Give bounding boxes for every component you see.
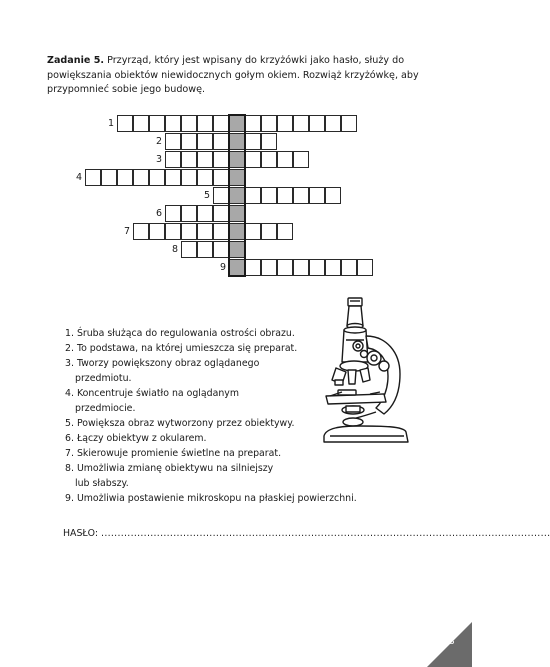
crossword-cell[interactable] — [277, 151, 293, 168]
crossword-cell[interactable] — [165, 151, 181, 168]
crossword-cell[interactable] — [309, 115, 325, 132]
crossword-cell[interactable] — [277, 187, 293, 204]
crossword-cell[interactable] — [325, 115, 341, 132]
crossword-cell[interactable] — [261, 133, 277, 150]
clue-item: 2. To podstawa, na której umieszcza się preparat. — [65, 343, 298, 354]
crossword-cell[interactable] — [293, 259, 309, 276]
crossword-cell[interactable] — [213, 241, 229, 258]
key-cell[interactable] — [229, 241, 245, 258]
crossword-cell[interactable] — [85, 169, 101, 186]
crossword-cell[interactable] — [277, 115, 293, 132]
crossword-cell[interactable] — [213, 223, 229, 240]
clue-item: 3. Tworzy powiększony obraz oglądanego przedmiotu. — [65, 358, 260, 384]
crossword-cell[interactable] — [213, 187, 229, 204]
row-number: 6 — [155, 208, 162, 219]
row-number: 2 — [155, 136, 162, 147]
crossword-cell[interactable] — [181, 205, 197, 222]
crossword-cell[interactable] — [213, 151, 229, 168]
crossword-cell[interactable] — [245, 223, 261, 240]
row-number: 7 — [123, 226, 130, 237]
crossword-cell[interactable] — [293, 115, 309, 132]
crossword-cell[interactable] — [245, 115, 261, 132]
row-number: 1 — [107, 118, 114, 129]
crossword-cell[interactable] — [293, 151, 309, 168]
crossword-cell[interactable] — [245, 259, 261, 276]
crossword-cell[interactable] — [165, 223, 181, 240]
crossword-cell[interactable] — [261, 223, 277, 240]
microscope-icon — [320, 296, 416, 448]
crossword-cell[interactable] — [181, 241, 197, 258]
crossword-cell[interactable] — [197, 133, 213, 150]
crossword-cell[interactable] — [197, 241, 213, 258]
row-number: 4 — [75, 172, 82, 183]
answer-dots: ......................................................................................................................................... — [101, 528, 550, 539]
crossword-cell[interactable] — [325, 187, 341, 204]
crossword-cell[interactable] — [181, 151, 197, 168]
crossword-cell[interactable] — [133, 169, 149, 186]
clue-item: 1. Śruba służąca do regulowania ostrości obrazu. — [65, 328, 295, 339]
key-cell[interactable] — [229, 169, 245, 186]
row-number: 8 — [171, 244, 178, 255]
clue-item: 6. Łączy obiektyw z okularem. — [65, 433, 207, 444]
crossword-cell[interactable] — [165, 115, 181, 132]
key-cell[interactable] — [229, 151, 245, 168]
key-cell[interactable] — [229, 259, 245, 276]
crossword-cell[interactable] — [245, 151, 261, 168]
crossword-cell[interactable] — [117, 169, 133, 186]
crossword-cell[interactable] — [213, 169, 229, 186]
crossword-cell[interactable] — [149, 223, 165, 240]
crossword-cell[interactable] — [245, 187, 261, 204]
crossword-cell[interactable] — [309, 187, 325, 204]
clue-item: 4. Koncentruje światło na oglądanym przedmiocie. — [65, 388, 239, 414]
crossword-cell[interactable] — [341, 115, 357, 132]
crossword-cell[interactable] — [213, 205, 229, 222]
crossword-cell[interactable] — [197, 223, 213, 240]
crossword-cell[interactable] — [165, 205, 181, 222]
crossword-cell[interactable] — [261, 259, 277, 276]
crossword-cell[interactable] — [309, 259, 325, 276]
task-text: Przyrząd, który jest wpisany do krzyżówki jako hasło, służy do powiększania obiektów niewidocznych gołym okiem. Rozwiąż krzyżówkę, aby przypomnieć sobie jego budowę. — [47, 55, 419, 95]
clue-item: 7. Skierowuje promienie świetlne na preparat. — [65, 448, 282, 459]
crossword-cell[interactable] — [197, 205, 213, 222]
crossword-cell[interactable] — [181, 133, 197, 150]
crossword-cell[interactable] — [165, 133, 181, 150]
crossword-cell[interactable] — [149, 169, 165, 186]
crossword-cell[interactable] — [341, 259, 357, 276]
row-number: 5 — [203, 190, 210, 201]
answer-label: HASŁO: — [63, 528, 99, 539]
crossword-cell[interactable] — [245, 133, 261, 150]
crossword-cell[interactable] — [261, 187, 277, 204]
crossword-cell[interactable] — [149, 115, 165, 132]
crossword-cell[interactable] — [197, 115, 213, 132]
crossword-cell[interactable] — [213, 115, 229, 132]
crossword-cell[interactable] — [261, 151, 277, 168]
crossword-cell[interactable] — [181, 115, 197, 132]
crossword-cell[interactable] — [277, 259, 293, 276]
crossword-cell[interactable] — [325, 259, 341, 276]
task-label: Zadanie 5. — [47, 55, 105, 66]
key-cell[interactable] — [229, 223, 245, 240]
crossword-cell[interactable] — [293, 187, 309, 204]
clue-item: 5. Powiększa obraz wytworzony przez obiektywy. — [65, 418, 295, 429]
crossword-cell[interactable] — [181, 223, 197, 240]
task-instruction — [47, 54, 437, 98]
crossword-cell[interactable] — [181, 169, 197, 186]
crossword-cell[interactable] — [357, 259, 373, 276]
crossword-cell[interactable] — [261, 115, 277, 132]
crossword-cell[interactable] — [101, 169, 117, 186]
clue-item: 8. Umożliwia zmianę obiektywu na silniejszy lub słabszy. — [65, 463, 274, 489]
crossword-cell[interactable] — [197, 151, 213, 168]
key-cell[interactable] — [229, 205, 245, 222]
crossword-cell[interactable] — [133, 223, 149, 240]
row-number: 9 — [219, 262, 226, 273]
answer-line[interactable] — [63, 528, 550, 539]
crossword-cell[interactable] — [277, 223, 293, 240]
clue-item: 9. Umożliwia postawienie mikroskopu na płaskiej powierzchni. — [65, 493, 357, 504]
key-cell[interactable] — [229, 133, 245, 150]
key-cell[interactable] — [229, 187, 245, 204]
crossword-cell[interactable] — [213, 133, 229, 150]
page-number: 3 — [449, 637, 455, 647]
crossword-cell[interactable] — [133, 115, 149, 132]
key-cell[interactable] — [229, 115, 245, 132]
row-number: 3 — [155, 154, 162, 165]
crossword-cell[interactable] — [117, 115, 133, 132]
crossword-cell[interactable] — [165, 169, 181, 186]
crossword-cell[interactable] — [197, 169, 213, 186]
